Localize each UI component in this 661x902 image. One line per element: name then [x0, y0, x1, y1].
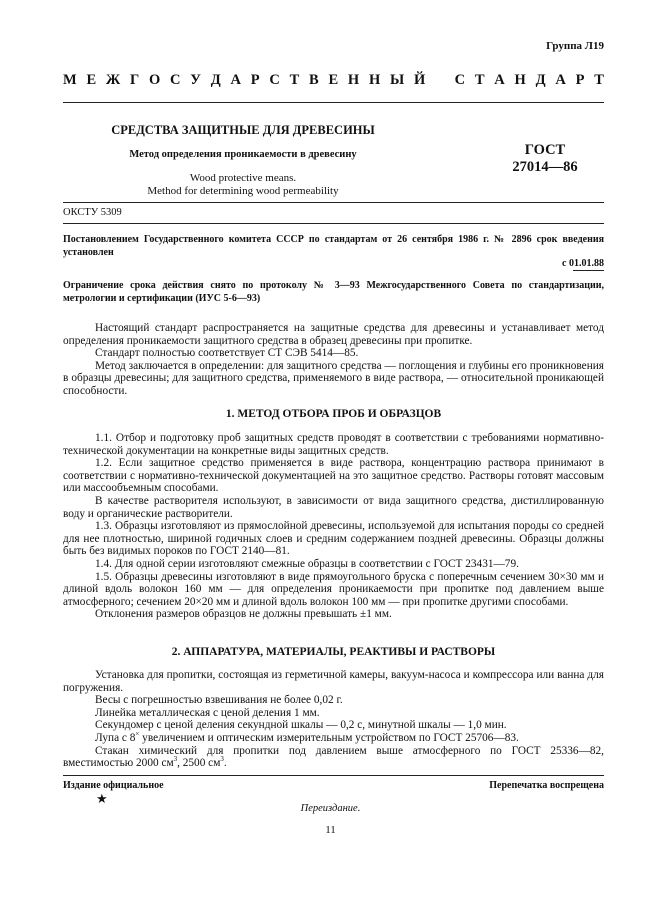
heading-letter: В — [309, 72, 319, 88]
heading-letter: Р — [250, 72, 260, 88]
heading-letter: Т — [594, 72, 604, 88]
standard-title: СРЕДСТВА ЗАЩИТНЫЕ ДЛЯ ДРЕВЕСИНЫ — [111, 123, 375, 137]
english-title-line-1: Wood protective means. — [189, 172, 297, 184]
english-title-line-2: Method for determining wood permeability — [147, 185, 339, 197]
heading-letter: Г — [130, 72, 140, 88]
paragraph: Секундомер с ценой деления секундной шкалы — 0,2 с, минутной шкалы — 1,0 мин. — [95, 719, 507, 732]
paragraph: 1.4. Для одной серии изготовляют смежные образцы в соответствии с ГОСТ 23431—79. — [95, 557, 519, 570]
paragraph: Линейка металлическая с ценой деления 1 мм. — [95, 706, 320, 719]
paragraph: 1.5. Образцы древесины изготовляют в виде прямоугольного бруска с поперечным сечением 30×30 мм и длиной вдоль волокон 160 мм — для определения проникаемости при пропитке под давлением выше атмосферного; сечением 20×20 мм и длиной вдоль волокон 100 мм — при пропитке другими способами. — [63, 570, 604, 608]
section-2-body — [63, 669, 604, 770]
heading-letter: Й — [414, 72, 426, 88]
paragraph: 1.2. Если защитное средство применяется в виде раствора, концентрацию раствора принимают в соответствии с нормативно-технической документацией на это защитное средство. Растворы готовят массовым или массообъемным способами. — [63, 457, 604, 495]
gost-label: ГОСТ — [524, 142, 566, 158]
group-code: Группа Л19 — [546, 40, 604, 52]
decree-text: Постановлением Государственного комитета СССР по стандартам от 26 сентября 1986 г. № 2896 срок введения установлен — [63, 234, 604, 258]
heading-letter: Р — [575, 72, 585, 88]
english-title — [63, 172, 423, 198]
heading-letter: Д — [210, 72, 221, 88]
paragraph: Весы с погрешностью взвешивания не более 0,02 г. — [95, 694, 343, 707]
paragraph: 1.1. Отбор и подготовку проб защитных средств проводят в соответствии с требованиями нормативно-технической документации на конкретные виды защитных средств. — [63, 432, 604, 457]
page-number: 11 — [325, 824, 336, 836]
official-edition: Издание официальное — [63, 780, 164, 791]
reprint-notice: Перепечатка воспрещена — [489, 780, 604, 791]
paragraph: Установка для пропитки, состоящая из герметичной камеры, вакуум-насоса и компрессора или ванна для погружения. — [63, 669, 604, 694]
method-title: Метод определения проникаемости в древесину — [129, 149, 357, 160]
heading-letter: Ы — [390, 72, 405, 88]
heading-letter: Н — [368, 72, 381, 88]
heading-letter: С — [269, 72, 280, 88]
heading-letter: Т — [474, 72, 485, 88]
heading-letter: Е — [328, 72, 339, 88]
heading-letter: Ж — [105, 72, 121, 88]
interstate-standard-heading — [63, 72, 604, 89]
heading-letter: Д — [535, 72, 546, 88]
star-icon: ★ — [96, 791, 108, 806]
section-heading-2: 2. АППАРАТУРА, МАТЕРИАЛЫ, РЕАКТИВЫ И РАСТВОРЫ — [171, 646, 496, 658]
heading-letter: А — [230, 72, 241, 88]
heading-letter: С — [454, 72, 466, 88]
divider — [63, 102, 604, 103]
limitation-text: Ограничение срока действия снято по протоколу № 3—93 Межгосударственного Совета по стандартизации, метрологии и сертификации (ИУС 5-6—93) — [63, 280, 604, 304]
heading-letter: О — [149, 72, 161, 88]
paragraph: Отклонения размеров образцов не должны превышать ±1 мм. — [95, 608, 392, 621]
divider — [63, 223, 604, 224]
heading-letter: У — [190, 72, 201, 88]
paragraph: Стандарт полностью соответствует СТ СЭВ 5414—85. — [95, 347, 359, 360]
paragraph: Настоящий стандарт распространяется на защитные средства для древесины и устанавливает метод определения проникаемости защитного средства в образец древесины при пропитке. — [63, 322, 604, 347]
intro-block — [63, 322, 604, 398]
heading-letter: М — [63, 72, 77, 88]
heading-letter: А — [494, 72, 505, 88]
okstu-code: ОКСТУ 5309 — [63, 207, 122, 218]
paragraph: Стакан химический для пропитки под давлением выше атмосферного по ГОСТ 25336—82, вместимостью 2000 $см^3$, 2500 $см^3$. — [63, 744, 604, 770]
heading-letter: Н — [347, 72, 360, 88]
heading-letter: Е — [86, 72, 97, 88]
paragraph: Лупа с 8× увеличением и оптическим измерительным устройством по ГОСТ 25706—83. — [95, 730, 519, 744]
reissue-note: Переиздание. — [300, 803, 361, 814]
heading-letter: Н — [514, 72, 526, 88]
section-heading-1: 1. МЕТОД ОТБОРА ПРОБ И ОБРАЗЦОВ — [225, 408, 442, 420]
heading-letter: А — [555, 72, 566, 88]
gost-code: 27014—86 — [512, 159, 578, 175]
section-1-body — [63, 432, 604, 621]
heading-letter: Т — [289, 72, 300, 88]
footer-divider — [63, 775, 604, 776]
paragraph: Метод заключается в определении: для защитного средства — поглощения и глубины его проникновения в образцы древесины; для защитного средства, применяемого в виде раствора, — относительной проникающей способности. — [63, 359, 604, 397]
paragraph: В качестве растворителя используют, в зависимости от вида защитного средства, дистиллированную воду и органические растворители. — [63, 494, 604, 520]
date-underline — [573, 270, 604, 271]
gost-number — [470, 142, 620, 176]
effective-date: с 01.01.88 — [562, 258, 604, 269]
divider — [63, 202, 604, 203]
paragraph: 1.3. Образцы изготовляют из прямослойной древесины, используемой для испытания породы со средней для нее плотностью, шириной годичных слоев и средним содержанием поздней древесины. Образцы должны быть без видимых пороков по ГОСТ 2140—81. — [63, 520, 604, 558]
heading-letter: С — [170, 72, 181, 88]
